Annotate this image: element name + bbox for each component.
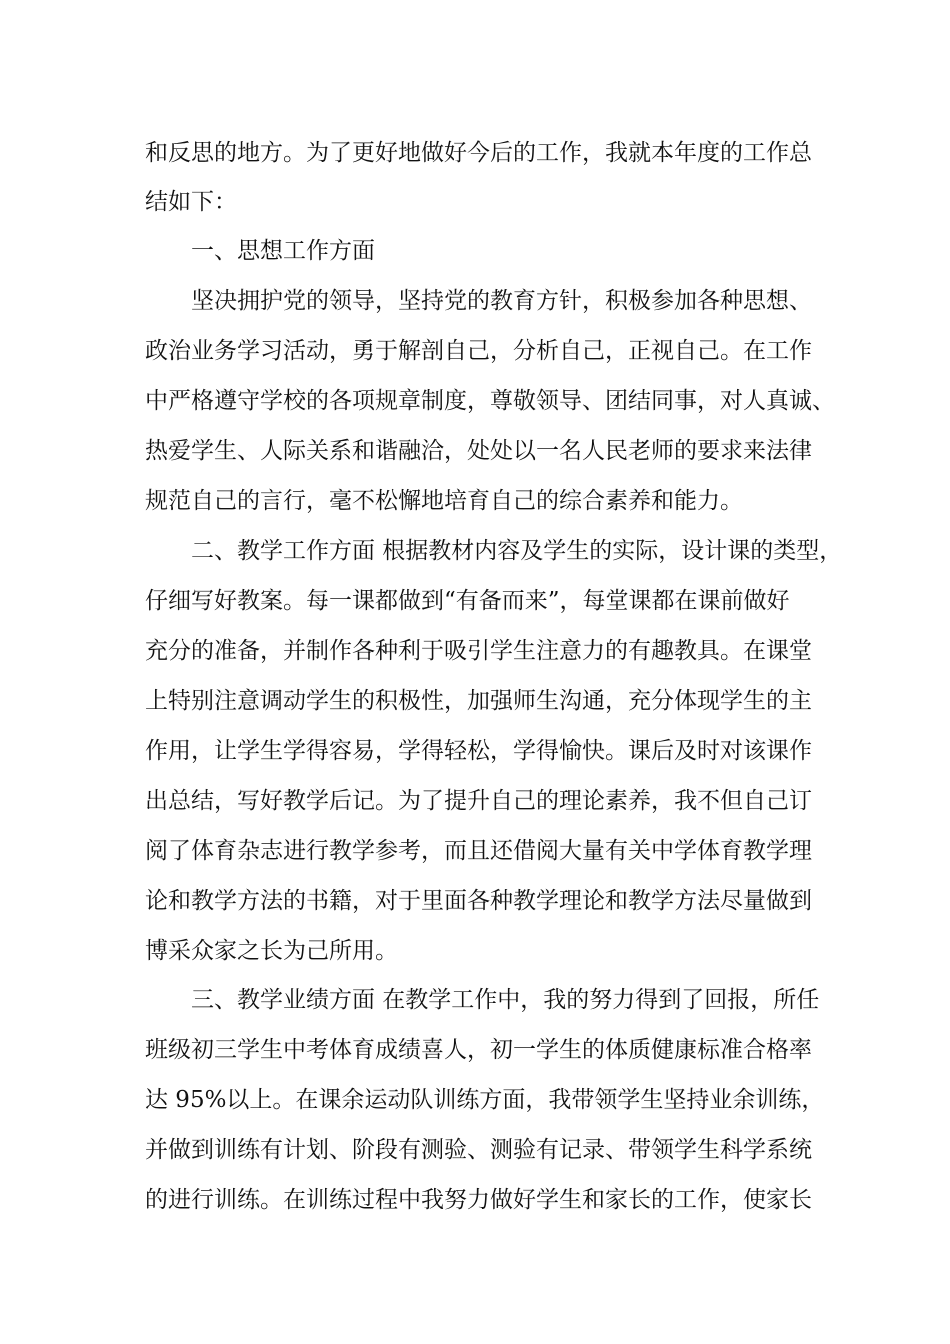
- text-line: 出总结，写好教学后记。为了提升自己的理论素养，我不但自己订: [145, 788, 812, 814]
- section-heading: 一、思想工作方面: [191, 238, 375, 264]
- text-line: 热爱学生、人际关系和谐融洽，处处以一名人民老师的要求来法律: [145, 438, 812, 464]
- text-line: 达 95%以上。在课余运动队训练方面，我带领学生坚持业余训练，: [145, 1087, 825, 1113]
- text-line: 并做到训练有计划、阶段有测验、测验有记录、带领学生科学系统: [145, 1137, 812, 1163]
- text-line: 作用，让学生学得容易，学得轻松，学得愉快。课后及时对该课作: [145, 738, 812, 764]
- text-line: 上特别注意调动学生的积极性，加强师生沟通，充分体现学生的主: [145, 688, 812, 714]
- text-line: 博采众家之长为己所用。: [145, 938, 398, 964]
- text-line: 阅了体育杂志进行教学参考，而且还借阅大量有关中学体育教学理: [145, 838, 812, 864]
- text-line: 论和教学方法的书籍，对于里面各种教学理论和教学方法尽量做到: [145, 888, 812, 914]
- text-line: 结如下：: [145, 189, 237, 215]
- text-line: 中严格遵守学校的各项规章制度，尊敬领导、团结同事，对人真诚、: [145, 388, 835, 414]
- text-line: 三、教学业绩方面 在教学工作中，我的努力得到了回报，所任: [191, 987, 820, 1013]
- text-line: 和反思的地方。为了更好地做好今后的工作，我就本年度的工作总: [145, 140, 812, 166]
- text-line: 充分的准备，并制作各种利于吸引学生注意力的有趣教具。在课堂: [145, 638, 812, 664]
- text-line: 规范自己的言行，毫不松懈地培育自己的综合素养和能力。: [145, 488, 743, 514]
- text-line: 仔细写好教案。每一课都做到“有备而来”，每堂课都在课前做好: [145, 588, 790, 614]
- text-line: 班级初三学生中考体育成绩喜人，初一学生的体质健康标准合格率: [145, 1037, 812, 1063]
- text-line: 政治业务学习活动，勇于解剖自己，分析自己，正视自己。在工作: [145, 338, 812, 364]
- text-line: 的进行训练。在训练过程中我努力做好学生和家长的工作，使家长: [145, 1187, 812, 1213]
- text-line: 二、教学工作方面 根据教材内容及学生的实际，设计课的类型，: [191, 538, 843, 564]
- text-line: 坚决拥护党的领导，坚持党的教育方针，积极参加各种思想、: [191, 288, 812, 314]
